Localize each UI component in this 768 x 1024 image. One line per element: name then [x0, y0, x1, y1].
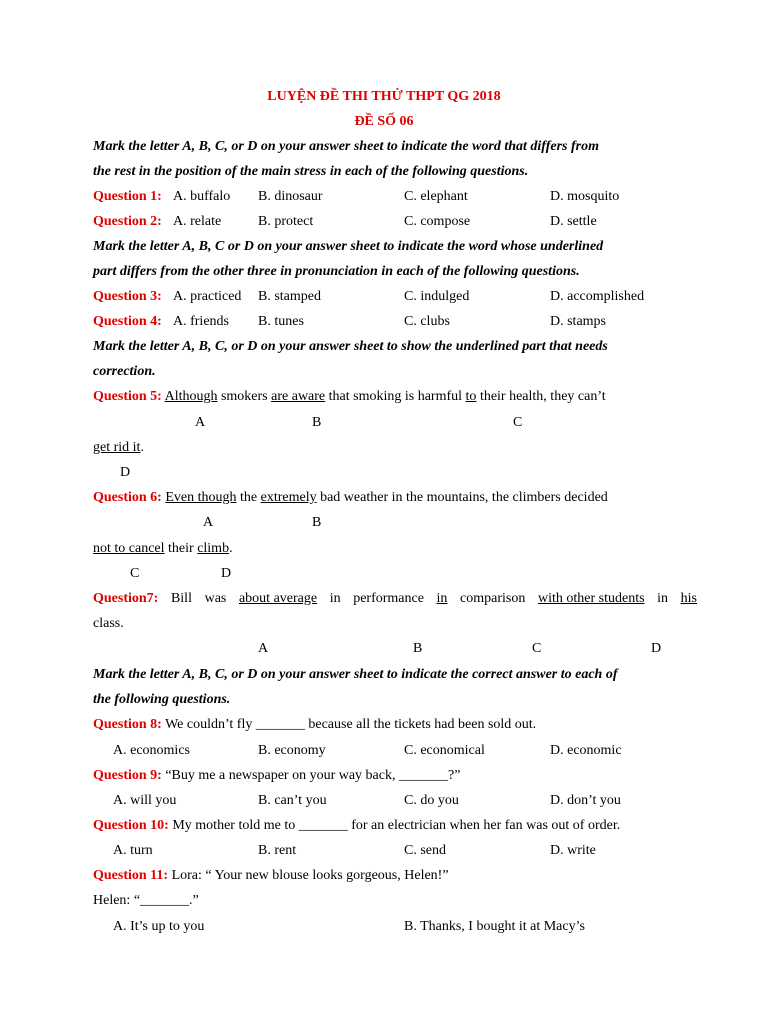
mark-d: D: [651, 641, 662, 656]
option-d: D. stamps: [550, 314, 606, 329]
question-10-options: [0, 841, 768, 861]
question-7-line-2: class.: [93, 616, 124, 631]
option-a: A. friends: [173, 314, 229, 329]
sentence-text: that smoking is harmful: [325, 389, 466, 404]
underlined-part-c: to: [465, 389, 477, 404]
option-a: A. practiced: [173, 289, 242, 304]
sentence-text: smokers: [217, 389, 272, 404]
question-text: We couldn’t fly _______ because all the tickets had been sold out.: [161, 717, 537, 732]
mark-b: B: [413, 641, 423, 656]
option-c: C. clubs: [404, 314, 450, 329]
question-label: Question 5:: [93, 389, 162, 404]
instruction-error-line-1: Mark the letter A, B, C, or D on your answer sheet to show the underlined part that needs: [93, 339, 608, 354]
instruction-stress-line-2: the rest in the position of the main stress in each of the following questions.: [93, 164, 529, 179]
question-7-line-1: [93, 589, 697, 609]
question-label: Question 8:: [93, 717, 162, 732]
underlined-part-c: not to cancel: [93, 541, 165, 556]
question-label: Question 10:: [93, 818, 169, 833]
instruction-error-line-2: correction.: [93, 364, 156, 379]
sentence-text: bad weather in the mountains, the climbers decided: [316, 490, 608, 505]
sentence-word: Bill: [170, 591, 192, 606]
underlined-part-a: Although: [164, 389, 218, 404]
question-11-options: [0, 917, 768, 937]
question-label: Question 1:: [93, 189, 162, 204]
option-d: D. settle: [550, 214, 597, 229]
question-text: “Buy me a newspaper on your way back, _______?”: [161, 768, 461, 783]
question-3: [0, 287, 768, 307]
option-b: B. Thanks, I bought it at Macy’s: [404, 919, 585, 934]
question-label: Question 4:: [93, 314, 162, 329]
question-5-line-2: [93, 438, 733, 458]
question-10-stem: [93, 816, 733, 836]
question-label: Question 6:: [93, 490, 162, 505]
underlined-part-a: about average: [238, 591, 318, 606]
option-b: B. can’t you: [258, 793, 327, 808]
sentence-text: their: [164, 541, 198, 556]
mark-c: C: [513, 415, 523, 430]
option-d: D. accomplished: [550, 289, 645, 304]
sentence-word: in: [657, 591, 669, 606]
question-5-marks: [0, 413, 768, 433]
underlined-part-b: in: [436, 591, 448, 606]
question-8-options: [0, 741, 768, 761]
page-title: LUYỆN ĐỀ THI THỬ THPT QG 2018: [267, 89, 501, 104]
option-d: D. don’t you: [550, 793, 621, 808]
question-7-marks: [0, 639, 768, 659]
underlined-part-b: extremely: [260, 490, 317, 505]
instruction-stress-line-1: Mark the letter A, B, C, or D on your answer sheet to indicate the word that differs from: [93, 139, 599, 154]
underlined-part-a: Even though: [165, 490, 237, 505]
question-9-options: [0, 791, 768, 811]
question-5-mark-d-row: [0, 463, 768, 483]
sentence-text: their health, they can’t: [476, 389, 606, 404]
option-a: A. It’s up to you: [113, 919, 205, 934]
question-5-line-1: [93, 387, 733, 407]
option-b: B. stamped: [258, 289, 321, 304]
mark-a: A: [258, 641, 269, 656]
underlined-part-b: are aware: [271, 389, 326, 404]
mark-c: C: [130, 566, 140, 581]
question-label: Question 11:: [93, 868, 169, 883]
option-c: C. do you: [404, 793, 459, 808]
sentence-word: performance: [353, 591, 424, 606]
option-a: A. relate: [173, 214, 222, 229]
question-9-stem: [93, 766, 733, 786]
question-text: My mother told me to _______ for an electrician when her fan was out of order.: [168, 818, 621, 833]
sentence-word: comparison: [460, 591, 526, 606]
underlined-part-d: his: [680, 591, 697, 606]
question-6-line-1: [93, 488, 733, 508]
option-b: B. tunes: [258, 314, 304, 329]
sentence-text: .: [229, 541, 233, 556]
underlined-part-c: with other students: [537, 591, 645, 606]
option-b: B. dinosaur: [258, 189, 323, 204]
sentence-text: .: [140, 440, 144, 455]
option-a: A. buffalo: [173, 189, 231, 204]
option-c: C. send: [404, 843, 446, 858]
question-11-line-2: Helen: “_______.”: [93, 893, 199, 908]
mark-a: A: [203, 515, 214, 530]
question-label: Question7:: [93, 591, 159, 606]
question-6-marks-2: [0, 564, 768, 584]
mark-d: D: [221, 566, 232, 581]
sentence-word: in: [329, 591, 341, 606]
instruction-pronunciation-line-1: Mark the letter A, B, C or D on your answer sheet to indicate the word whose underlined: [93, 239, 604, 254]
underlined-part-d: get rid it: [93, 440, 141, 455]
option-a: A. will you: [113, 793, 177, 808]
mark-d: D: [120, 465, 131, 480]
question-2: [0, 212, 768, 232]
mark-c: C: [532, 641, 542, 656]
question-label: Question 2:: [93, 214, 162, 229]
mark-b: B: [312, 415, 322, 430]
option-b: B. protect: [258, 214, 314, 229]
option-b: B. economy: [258, 743, 326, 758]
option-c: C. elephant: [404, 189, 468, 204]
instruction-answer-line-1: Mark the letter A, B, C, or D on your answer sheet to indicate the correct answer to each of: [93, 667, 618, 682]
option-d: D. mosquito: [550, 189, 620, 204]
option-a: A. economics: [113, 743, 190, 758]
mark-a: A: [195, 415, 206, 430]
underlined-part-d: climb: [197, 541, 230, 556]
option-b: B. rent: [258, 843, 297, 858]
instruction-answer-line-2: the following questions.: [93, 692, 231, 707]
question-text: Lora: “ Your new blouse looks gorgeous, Helen!”: [168, 868, 449, 883]
sentence-word: was: [204, 591, 227, 606]
question-label: Question 3:: [93, 289, 162, 304]
question-1: [0, 187, 768, 207]
option-c: C. indulged: [404, 289, 470, 304]
option-c: C. compose: [404, 214, 471, 229]
question-4: [0, 312, 768, 332]
instruction-pronunciation-line-2: part differs from the other three in pronunciation in each of the following questions.: [93, 264, 580, 279]
question-11-stem: [93, 866, 733, 886]
exam-number: ĐỀ SỐ 06: [354, 114, 414, 129]
sentence-text: the: [236, 490, 261, 505]
question-6-line-2: [93, 539, 733, 559]
option-d: D. write: [550, 843, 596, 858]
mark-b: B: [312, 515, 322, 530]
question-6-marks: [0, 513, 768, 533]
option-a: A. turn: [113, 843, 153, 858]
option-c: C. economical: [404, 743, 485, 758]
question-label: Question 9:: [93, 768, 162, 783]
option-d: D. economic: [550, 743, 622, 758]
question-8-stem: [93, 715, 733, 735]
